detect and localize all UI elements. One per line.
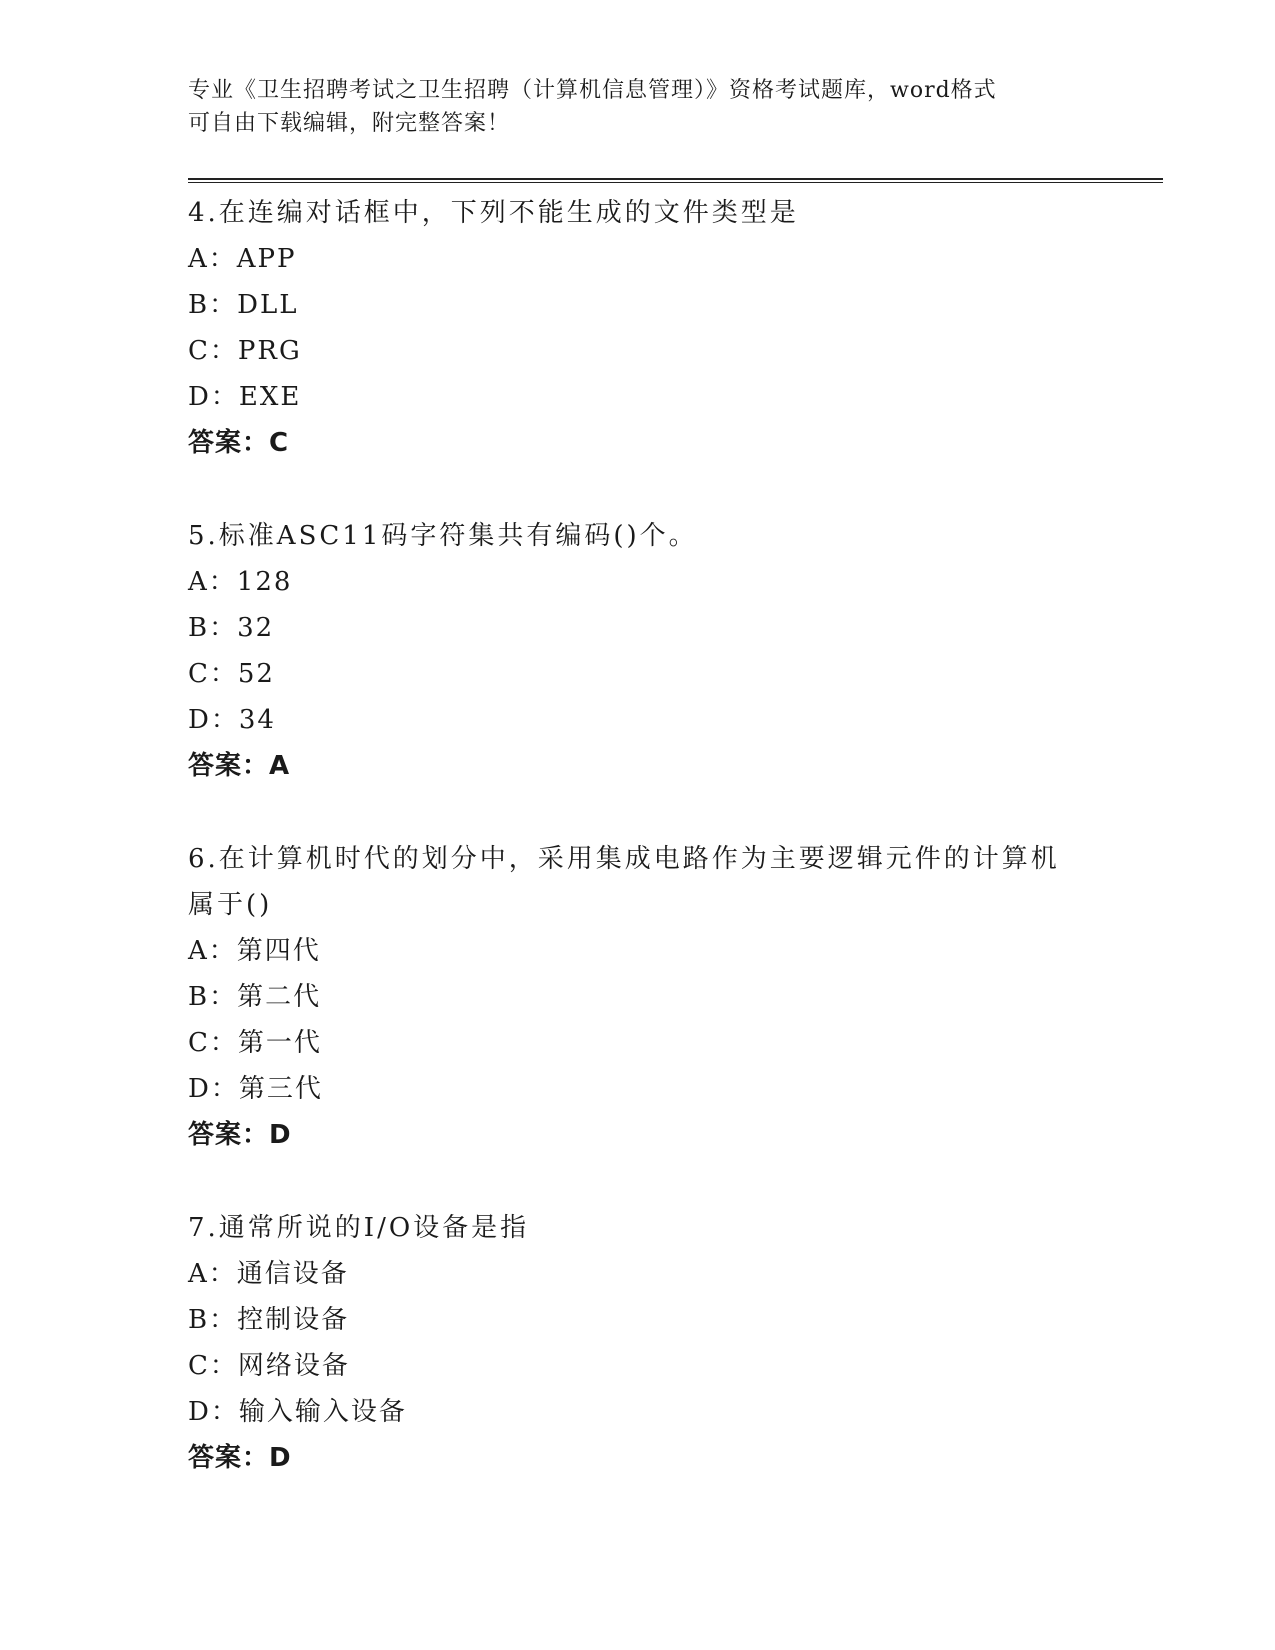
option-b: B：DLL [188, 290, 299, 320]
question-text: 7.通常所说的I/O设备是指 [188, 1213, 530, 1243]
option-a: A：APP [188, 244, 297, 274]
answer-line: 答案：A [188, 751, 291, 781]
option-d: D：EXE [188, 382, 302, 412]
option-c: C：52 [188, 659, 275, 689]
question-text: 6.在计算机时代的划分中，采用集成电路作为主要逻辑元件的计算机属于() [188, 844, 1060, 920]
option-d: D：34 [188, 705, 276, 735]
question-text: 4.在连编对话框中，下列不能生成的文件类型是 [188, 198, 799, 228]
question-4 [188, 190, 1163, 466]
option-a: A：通信设备 [188, 1259, 349, 1289]
answer-line: 答案：D [188, 1443, 292, 1473]
answer-line: 答案：C [188, 428, 290, 458]
header-line-2: 可自由下载编辑，附完整答案！ [188, 111, 511, 136]
option-c: C：PRG [188, 336, 302, 366]
question-text: 5.标准ASC11码字符集共有编码()个。 [188, 521, 698, 551]
answer-line: 答案：D [188, 1120, 292, 1150]
question-7 [188, 1205, 1163, 1481]
document-page [188, 0, 1163, 1650]
document-header [188, 74, 1068, 140]
option-a: A：第四代 [188, 936, 321, 966]
option-b: B：32 [188, 613, 275, 643]
question-6 [188, 836, 1163, 1158]
option-d: D：第三代 [188, 1074, 323, 1104]
question-list [188, 190, 1163, 1528]
header-line-1: 专业《卫生招聘考试之卫生招聘（计算机信息管理）》资格考试题库，word格式 [188, 78, 997, 103]
option-d: D：输入输入设备 [188, 1397, 407, 1427]
header-divider [188, 178, 1163, 183]
option-b: B：控制设备 [188, 1305, 350, 1335]
option-c: C：第一代 [188, 1028, 322, 1058]
option-a: A：128 [188, 567, 293, 597]
option-b: B：第二代 [188, 982, 322, 1012]
question-5 [188, 513, 1163, 789]
option-c: C：网络设备 [188, 1351, 350, 1381]
